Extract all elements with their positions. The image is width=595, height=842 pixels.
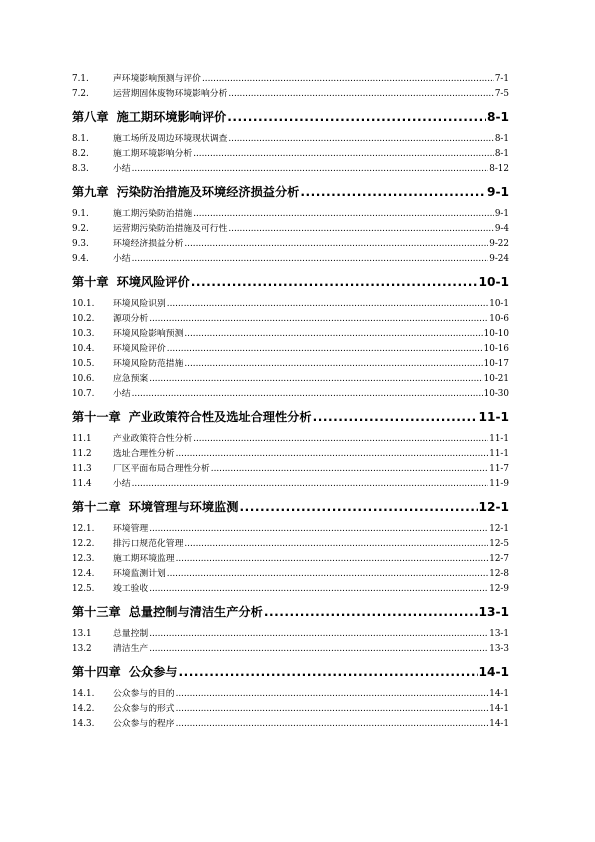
toc-entry-number: 8.2. — [72, 149, 89, 159]
toc-entry-page-number: 11-1 — [478, 410, 509, 424]
toc-dot-leader — [184, 537, 488, 552]
toc-entry-page-number: 12-8 — [489, 569, 509, 579]
toc-dot-leader — [179, 661, 478, 683]
toc-section-entry[interactable] — [72, 552, 509, 567]
toc-section-entry[interactable] — [72, 447, 509, 462]
toc-dot-leader — [193, 432, 488, 447]
toc-entry-page-number: 8-1 — [486, 110, 509, 124]
toc-entry-number: 第十章 — [72, 275, 109, 289]
toc-entry-title: 总量控制 — [113, 629, 149, 639]
toc-section-entry[interactable] — [72, 702, 509, 717]
toc-entry-number: 13.2 — [72, 644, 92, 654]
toc-entry-number: 8.1. — [72, 134, 89, 144]
toc-entry-title: 清洁生产 — [113, 644, 149, 654]
toc-entry-number: 第十一章 — [72, 410, 121, 424]
toc-entry-page-number: 8-12 — [489, 164, 509, 174]
toc-section-entry[interactable] — [72, 627, 509, 642]
toc-entry-title: 环境风险防范措施 — [113, 359, 184, 369]
toc-entry-title: 小结 — [113, 479, 131, 489]
toc-entry-page-number: 9-24 — [489, 254, 509, 264]
toc-entry-page-number: 14-1 — [489, 689, 509, 699]
toc-section-entry[interactable] — [72, 357, 509, 372]
toc-dot-leader — [202, 72, 494, 87]
toc-entry-page-number: 11-7 — [489, 464, 509, 474]
toc-section-entry[interactable] — [72, 477, 509, 492]
toc-entry-number: 10.4. — [72, 344, 95, 354]
toc-entry-title: 公众参与 — [128, 665, 178, 679]
toc-section-entry[interactable] — [72, 327, 509, 342]
toc-dot-leader — [228, 222, 493, 237]
toc-section-entry[interactable] — [72, 72, 509, 87]
toc-entry-page-number: 12-1 — [489, 524, 509, 534]
toc-dot-leader — [176, 552, 489, 567]
toc-dot-leader — [149, 312, 488, 327]
toc-entry-title: 竣工验收 — [113, 584, 149, 594]
toc-entry-title: 环境风险识别 — [113, 299, 166, 309]
toc-dot-leader — [211, 462, 488, 477]
toc-entry-page-number: 10-10 — [483, 329, 509, 339]
toc-section-entry[interactable] — [72, 87, 509, 102]
toc-dot-leader — [132, 252, 489, 267]
toc-entry-page-number: 13-1 — [489, 629, 509, 639]
toc-entry-page-number: 7-5 — [494, 89, 509, 99]
toc-section-entry[interactable] — [72, 372, 509, 387]
toc-entry-title: 总量控制与清洁生产分析 — [128, 605, 263, 619]
toc-entry-title: 环境风险影响预测 — [113, 329, 184, 339]
toc-dot-leader — [184, 327, 482, 342]
toc-entry-number: 7.1. — [72, 74, 89, 84]
toc-entry-page-number: 7-1 — [494, 74, 509, 84]
toc-entry-number: 11.1 — [72, 434, 92, 444]
toc-dot-leader — [149, 627, 488, 642]
toc-section-entry[interactable] — [72, 147, 509, 162]
toc-entry-number: 14.1. — [72, 689, 95, 699]
toc-entry-number: 9.2. — [72, 224, 89, 234]
toc-chapter-entry[interactable] — [72, 106, 509, 128]
toc-entry-page-number: 8-1 — [494, 134, 509, 144]
toc-entry-number: 14.2. — [72, 704, 95, 714]
toc-entry-title: 小结 — [113, 254, 131, 264]
toc-section-entry[interactable] — [72, 432, 509, 447]
toc-entry-number: 12.5. — [72, 584, 95, 594]
toc-dot-leader — [132, 387, 483, 402]
toc-entry-number: 第八章 — [72, 110, 109, 124]
toc-entry-title: 厂区平面布局合理性分析 — [113, 464, 210, 474]
toc-entry-title: 污染防治措施及环境经济损益分析 — [116, 185, 300, 199]
toc-entry-number: 9.3. — [72, 239, 89, 249]
toc-entry-title: 公众参与的程序 — [113, 719, 175, 729]
toc-entry-title: 环境经济损益分析 — [113, 239, 184, 249]
toc-section-entry[interactable] — [72, 222, 509, 237]
toc-entry-page-number: 12-7 — [489, 554, 509, 564]
toc-entry-page-number: 14-1 — [489, 719, 509, 729]
toc-dot-leader — [176, 447, 489, 462]
toc-dot-leader — [193, 207, 494, 222]
toc-dot-leader — [149, 642, 488, 657]
toc-entry-page-number: 11-1 — [489, 449, 509, 459]
toc-section-entry[interactable] — [72, 207, 509, 222]
toc-entry-number: 8.3. — [72, 164, 89, 174]
toc-dot-leader — [184, 237, 488, 252]
toc-section-entry[interactable] — [72, 252, 509, 267]
toc-entry-page-number: 10-17 — [483, 359, 509, 369]
toc-section-entry[interactable] — [72, 162, 509, 177]
toc-section-entry[interactable] — [72, 567, 509, 582]
toc-entry-number: 7.2. — [72, 89, 89, 99]
toc-entry-title: 运营期固体废物环境影响分析 — [113, 89, 228, 99]
toc-entry-title: 公众参与的目的 — [113, 689, 175, 699]
toc-dot-leader — [149, 372, 482, 387]
toc-section-entry[interactable] — [72, 132, 509, 147]
toc-entry-number: 第十二章 — [72, 500, 121, 514]
toc-section-entry[interactable] — [72, 537, 509, 552]
toc-entry-number: 10.6. — [72, 374, 95, 384]
toc-entry-title: 环境风险评价 — [116, 275, 190, 289]
toc-dot-leader — [132, 162, 489, 177]
toc-dot-leader — [193, 147, 494, 162]
toc-entry-number: 第十四章 — [72, 665, 121, 679]
toc-section-entry[interactable] — [72, 297, 509, 312]
toc-entry-number: 11.4 — [72, 479, 92, 489]
toc-dot-leader — [228, 87, 493, 102]
toc-entry-title: 施工期环境监理 — [113, 554, 175, 564]
toc-entry-title: 公众参与的形式 — [113, 704, 175, 714]
toc-entry-number: 10.5. — [72, 359, 95, 369]
toc-section-entry[interactable] — [72, 687, 509, 702]
toc-section-entry[interactable] — [72, 387, 509, 402]
toc-entry-title: 产业政策符合性分析 — [113, 434, 193, 444]
toc-entry-title: 环境监测计划 — [113, 569, 166, 579]
toc-entry-title: 小结 — [113, 164, 131, 174]
toc-entry-title: 施工期环境影响评价 — [116, 110, 227, 124]
toc-section-entry[interactable] — [72, 582, 509, 597]
toc-section-entry[interactable] — [72, 342, 509, 357]
toc-entry-page-number: 11-1 — [489, 434, 509, 444]
toc-chapter-entry[interactable] — [72, 496, 509, 518]
toc-entry-number: 13.1 — [72, 629, 92, 639]
toc-section-entry[interactable] — [72, 717, 509, 732]
toc-entry-number: 10.1. — [72, 299, 95, 309]
toc-entry-title: 环境管理 — [113, 524, 149, 534]
toc-entry-page-number: 14-1 — [478, 665, 509, 679]
toc-entry-page-number: 13-3 — [489, 644, 509, 654]
toc-section-entry[interactable] — [72, 462, 509, 477]
toc-dot-leader — [313, 406, 478, 428]
toc-dot-leader — [176, 702, 489, 717]
toc-entry-number: 10.2. — [72, 314, 95, 324]
toc-entry-title: 环境管理与环境监测 — [128, 500, 239, 514]
toc-entry-title: 产业政策符合性及选址合理性分析 — [128, 410, 312, 424]
toc-entry-number: 11.3 — [72, 464, 92, 474]
toc-entry-page-number: 9-4 — [494, 224, 509, 234]
toc-entry-page-number: 10-6 — [489, 314, 509, 324]
toc-chapter-entry[interactable] — [72, 601, 509, 623]
toc-entry-number: 10.7. — [72, 389, 95, 399]
toc-dot-leader — [132, 477, 489, 492]
table-of-contents — [72, 72, 509, 732]
toc-entry-number: 12.1. — [72, 524, 95, 534]
toc-entry-page-number: 9-22 — [489, 239, 509, 249]
toc-entry-page-number: 12-5 — [489, 539, 509, 549]
toc-dot-leader — [149, 522, 488, 537]
toc-entry-page-number: 12-1 — [478, 500, 509, 514]
toc-section-entry[interactable] — [72, 642, 509, 657]
toc-entry-title: 施工期环境影响分析 — [113, 149, 193, 159]
toc-entry-title: 小结 — [113, 389, 131, 399]
toc-entry-title: 施工期污染防治措施 — [113, 209, 193, 219]
toc-chapter-entry[interactable] — [72, 271, 509, 293]
toc-entry-title: 选址合理性分析 — [113, 449, 175, 459]
toc-entry-page-number: 13-1 — [478, 605, 509, 619]
toc-entry-page-number: 9-1 — [486, 185, 509, 199]
toc-entry-page-number: 10-1 — [478, 275, 509, 289]
toc-entry-title: 源项分析 — [113, 314, 149, 324]
toc-entry-page-number: 10-1 — [489, 299, 509, 309]
toc-dot-leader — [228, 132, 493, 147]
toc-dot-leader — [264, 601, 478, 623]
toc-entry-title: 施工场所及周边环境现状调查 — [113, 134, 228, 144]
toc-dot-leader — [167, 342, 483, 357]
toc-chapter-entry[interactable] — [72, 406, 509, 428]
toc-section-entry[interactable] — [72, 237, 509, 252]
toc-chapter-entry[interactable] — [72, 181, 509, 203]
toc-dot-leader — [176, 717, 489, 732]
toc-entry-title: 排污口规范化管理 — [113, 539, 184, 549]
toc-dot-leader — [227, 106, 486, 128]
toc-dot-leader — [300, 181, 486, 203]
toc-entry-title: 运营期污染防治措施及可行性 — [113, 224, 228, 234]
toc-entry-title: 应急预案 — [113, 374, 149, 384]
toc-dot-leader — [149, 582, 488, 597]
toc-entry-page-number: 12-9 — [489, 584, 509, 594]
toc-entry-page-number: 10-16 — [483, 344, 509, 354]
toc-entry-page-number: 10-21 — [483, 374, 509, 384]
toc-entry-number: 第十三章 — [72, 605, 121, 619]
toc-entry-number: 10.3. — [72, 329, 95, 339]
toc-dot-leader — [167, 567, 488, 582]
toc-section-entry[interactable] — [72, 522, 509, 537]
toc-entry-number: 12.2. — [72, 539, 95, 549]
toc-chapter-entry[interactable] — [72, 661, 509, 683]
toc-entry-page-number: 8-1 — [494, 149, 509, 159]
toc-entry-number: 9.4. — [72, 254, 89, 264]
toc-entry-title: 声环境影响预测与评价 — [113, 74, 201, 84]
toc-dot-leader — [176, 687, 489, 702]
toc-dot-leader — [184, 357, 482, 372]
toc-dot-leader — [239, 496, 477, 518]
toc-entry-number: 12.4. — [72, 569, 95, 579]
toc-entry-number: 11.2 — [72, 449, 92, 459]
toc-dot-leader — [191, 271, 478, 293]
toc-entry-number: 9.1. — [72, 209, 89, 219]
toc-entry-page-number: 14-1 — [489, 704, 509, 714]
toc-entry-page-number: 10-30 — [483, 389, 509, 399]
toc-entry-title: 环境风险评价 — [113, 344, 166, 354]
toc-entry-number: 12.3. — [72, 554, 95, 564]
toc-entry-page-number: 9-1 — [494, 209, 509, 219]
toc-entry-number: 第九章 — [72, 185, 109, 199]
toc-dot-leader — [167, 297, 488, 312]
toc-section-entry[interactable] — [72, 312, 509, 327]
toc-entry-page-number: 11-9 — [489, 479, 509, 489]
toc-entry-number: 14.3. — [72, 719, 95, 729]
